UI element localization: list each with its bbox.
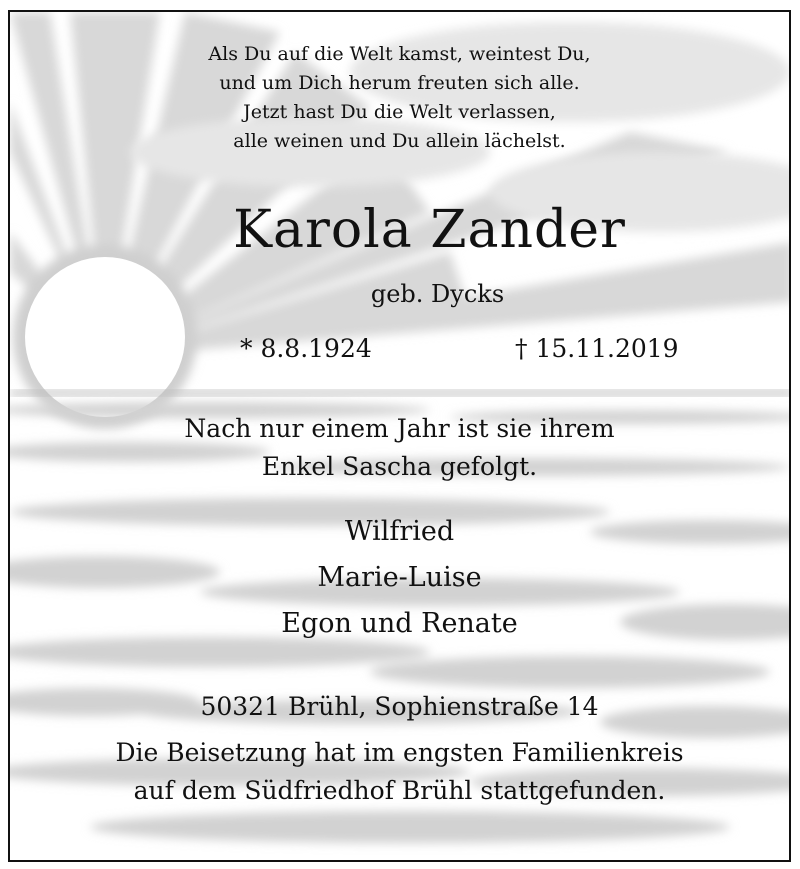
mourner-name: Wilfried [344, 516, 455, 547]
birth-date: * 8.8.1924 [240, 334, 372, 363]
life-dates [10, 334, 789, 374]
obituary-notice [8, 10, 791, 862]
poem [10, 40, 789, 156]
poem-line: Jetzt hast Du die Welt verlassen, [243, 101, 556, 123]
address: 50321 Brühl, Sophienstraße 14 [200, 692, 599, 721]
mourners-list [10, 509, 789, 647]
poem-line: Als Du auf die Welt kamst, weintest Du, [208, 43, 591, 65]
funeral-line: auf dem Südfriedhof Brühl stattgefunden. [133, 776, 666, 805]
poem-line: alle weinen und Du allein lächelst. [233, 130, 566, 152]
message-line: Enkel Sascha gefolgt. [261, 452, 538, 481]
poem-line: und um Dich herum freuten sich alle. [219, 72, 580, 94]
mourner-name: Egon und Renate [281, 608, 518, 639]
memorial-message [10, 410, 789, 486]
funeral-notice [10, 734, 789, 810]
death-date: † 15.11.2019 [515, 334, 679, 363]
deceased-name: Karola Zander [233, 200, 626, 260]
message-line: Nach nur einem Jahr ist sie ihrem [184, 414, 615, 443]
mourner-name: Marie-Luise [317, 562, 482, 593]
funeral-line: Die Beisetzung hat im engsten Familienkreis [115, 738, 684, 767]
maiden-name: geb. Dycks [370, 280, 505, 308]
